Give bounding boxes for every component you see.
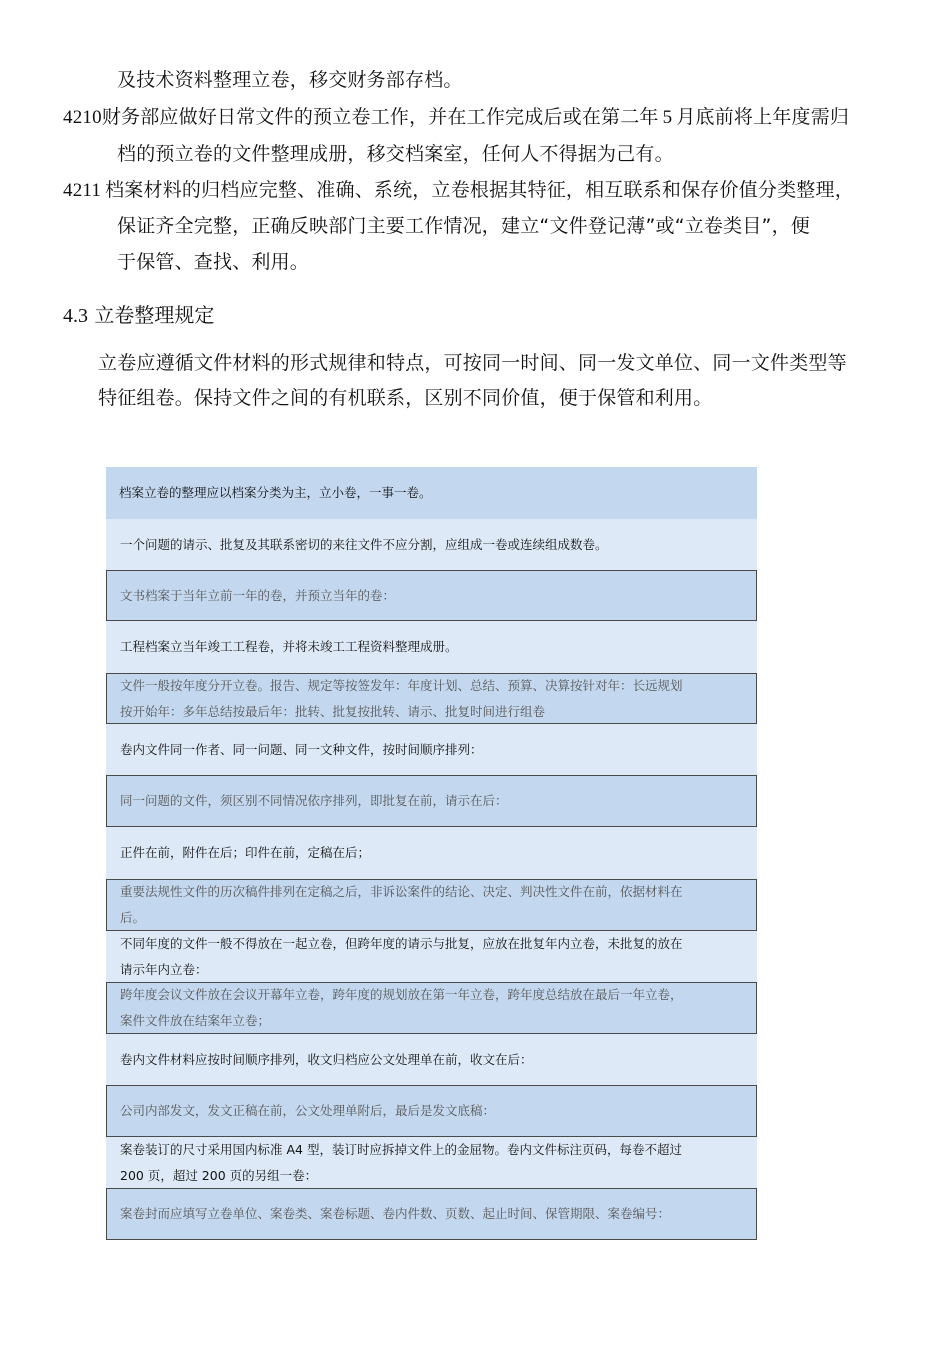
table-row (106, 1085, 757, 1137)
row-text: 工程档案立当年竣工工程卷，并将未竣工工程资料整理成册。 (120, 639, 458, 654)
paragraph-4210-line-1 (63, 105, 849, 130)
table-row (106, 467, 757, 519)
row-text: 卷内文件材料应按时间顺序排列，收文归档应公文处理单在前，收文在后： (120, 1051, 533, 1067)
row-text: 案卷装订的尺寸采用国内标准 A4 型，装订时应拆掉文件上的金屈物。卷内文件标注页码，每卷不超过 (120, 1141, 682, 1157)
text-line: 保证齐全完整，正确反映部门主要工作情况，建立“文件登记薄”或“立卷类目”，便 (117, 215, 810, 237)
table-row (106, 879, 757, 931)
row-text: 卷内文件同一作者、同一问题、同一文种文件，按时间顺序排列： (120, 741, 483, 757)
paragraph-continuation (117, 68, 463, 92)
row-text: 一个问题的请示、批复及其联系密切的来往文件不应分割，应组成一卷或连续组成数卷。 (120, 536, 608, 552)
row-text: 按开始年：多年总结按最后年：批转、批复按批转、请示、批复时间进行组卷 (120, 703, 546, 719)
text-line: 档案材料的归档应完整、准确、系统，立卷根据其特征，相互联系和保存价值分类整理， (105, 179, 854, 201)
section-heading (63, 302, 214, 329)
table-row (106, 1034, 757, 1085)
row-text: 重要法规性文件的历次稿件排列在定稿之后，非诉讼案件的结论、决定、判决性文件在前，依据材料在 (120, 884, 683, 899)
table-row (106, 570, 757, 621)
text-line: 特征组卷。保持文件之间的有机联系，区别不同价值，便于保管和利用。 (98, 387, 713, 409)
text-line: 及技术资料整理立卷，移交财务部存档。 (117, 69, 463, 91)
row-text: 档案立卷的整理应以档案分类为主，立小卷，一事一卷。 (119, 485, 432, 500)
row-text: 请示年内立卷： (120, 961, 208, 977)
rules-table (106, 467, 757, 1240)
paragraph-4211-line-3 (117, 250, 309, 274)
text-line: 立卷应遵循文件材料的形式规律和特点，可按同一时间、同一发文单位、同一文件类型等 (98, 352, 847, 374)
table-row (106, 931, 757, 982)
row-text: 公司内部发文，发文正稿在前，公文处理单附后，最后是发文底稿： (120, 1103, 496, 1118)
table-row (106, 982, 757, 1034)
intro-line-2 (98, 386, 712, 410)
table-row (106, 1137, 757, 1188)
row-text: 后。 (120, 910, 146, 925)
paragraph-4211-line-1 (63, 178, 854, 203)
row-text: 同一问题的文件，须区别不同情况依序排列，即批复在前，请示在后： (120, 793, 508, 808)
table-row (106, 724, 757, 775)
row-text: 案件文件放在结案年立卷； (120, 1013, 271, 1028)
table-row (106, 775, 757, 827)
row-text: 跨年度会议文件放在会议开幕年立卷，跨年度的规划放在第一年立卷，跨年度总结放在最后一年立卷， (120, 987, 683, 1002)
inline-number: 5 (662, 107, 673, 128)
item-number: 4210 (63, 107, 102, 128)
row-text: 案卷封而应填写立卷单位、案卷类、案卷标题、卷内件数、页数、起止时间、保管期限、案卷编号： (120, 1206, 671, 1221)
item-number: 4211 (63, 180, 102, 201)
table-row (106, 1188, 757, 1240)
table-row (106, 673, 757, 724)
row-text: 正件在前，附件在后；印件在前，定稿在后； (120, 845, 371, 860)
paragraph-4210-line-2 (117, 142, 674, 166)
table-row (106, 827, 757, 879)
row-text: 不同年度的文件一般不得放在一起立卷，但跨年度的请示与批复，应放在批复年内立卷，未批复的放在 (120, 935, 683, 951)
row-text: 文书档案于当年立前一年的卷，并预立当年的卷： (120, 587, 396, 603)
table-row (106, 621, 757, 673)
section-number: 4.3 (63, 305, 88, 327)
row-text: 文件一般按年度分开立卷。报告、规定等按签发年：年度计划、总结、预算、决算按针对年：长远规划 (120, 677, 683, 693)
table-row (106, 519, 757, 570)
paragraph-4211-line-2 (117, 214, 810, 238)
row-text: 200 页，超过 200 页的另组一卷： (120, 1167, 318, 1183)
text-line: 档的预立卷的文件整理成册，移交档案室，任何人不得据为己有。 (117, 143, 674, 165)
text-line: 月底前将上年度需归 (676, 106, 850, 128)
text-line: 于保管、查找、利用。 (117, 251, 310, 273)
intro-line-1 (98, 351, 847, 375)
section-title: 立卷整理规定 (94, 303, 215, 327)
text-line: 财务部应做好日常文件的预立卷工作，并在工作完成后或在第二年 (101, 106, 659, 128)
